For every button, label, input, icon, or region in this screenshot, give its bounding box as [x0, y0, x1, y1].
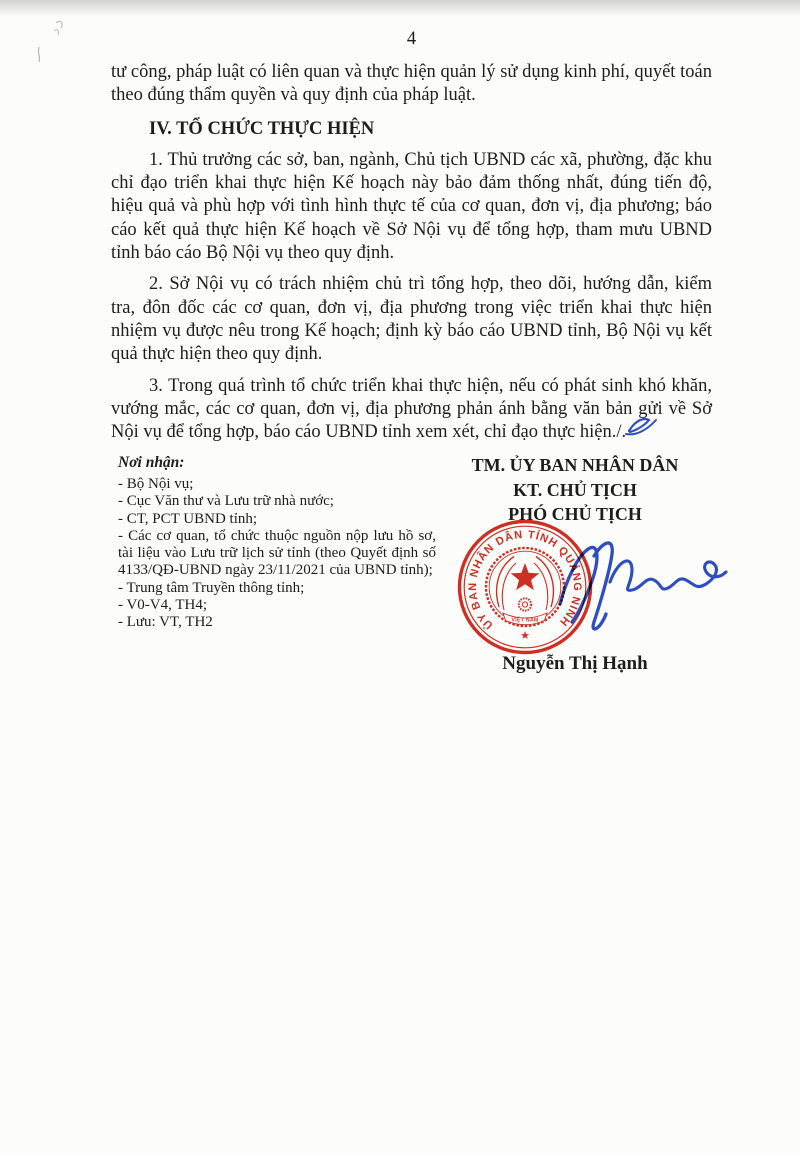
body-paragraph-2: 2. Sở Nội vụ có trách nhiệm chủ trì tổng hợp, theo dõi, hướng dẫn, kiểm tra, đôn đốc các cơ quan, đơn vị, địa phương trong việc triển khai thực hiện nhiệm vụ được nêu trong Kế hoạch; định kỳ báo cáo UBND tỉnh, Bộ Nội vụ kết quả thực hiện theo quy định. — [111, 274, 712, 365]
signature-org-line: TM. ỦY BAN NHÂN DÂN — [471, 455, 679, 475]
recipient-item: - Bộ Nội vụ; — [118, 476, 194, 492]
recipient-item: - Trung tâm Truyền thông tỉnh; — [118, 579, 305, 596]
signature-title-line: PHÓ CHỦ TỊCH — [508, 504, 642, 524]
handwritten-signature — [548, 526, 733, 634]
scan-edge-shadow — [0, 0, 800, 16]
handwritten-initial-mark — [623, 413, 659, 439]
seal-rice-stalk-left — [497, 557, 514, 608]
body-paragraph-3: 3. Trong quá trình tổ chức triển khai thực hiện, nếu có phát sinh khó khăn, vướng mắc, các cơ quan, đơn vị, địa phương phản ánh bằng văn bản gửi về Sở Nội vụ để tổng hợp, báo cáo UBND tỉnh xem xét, chỉ đạo thực hiện./. — [111, 375, 712, 443]
intro-paragraph: tư công, pháp luật có liên quan và thực hiện quản lý sử dụng kinh phí, quyết toán theo đúng thẩm quyền và quy định của pháp luật. — [111, 62, 712, 106]
body-paragraph-1: 1. Thủ trưởng các sở, ban, ngành, Chủ tịch UBND các xã, phường, đặc khu chỉ đạo triển khai thực hiện Kế hoạch này bảo đảm thống nhất, đúng tiến độ, hiệu quả và phù hợp với tình hình thực tế của cơ quan, đơn vị, địa phương; báo cáo kết quả thực hiện Kế hoạch về Sở Nội vụ để tổng hợp, tham mưu UBND tỉnh báo cáo Bộ Nội vụ theo quy định. — [111, 149, 712, 264]
signer-name: Nguyễn Thị Hạnh — [502, 653, 648, 674]
section-heading: IV. TỔ CHỨC THỰC HIỆN — [149, 118, 375, 139]
seal-cog-icon — [519, 598, 531, 610]
seal-star-separator: ★ — [520, 630, 530, 642]
recipient-item: - CT, PCT UBND tỉnh; — [118, 510, 258, 527]
recipient-item: - Lưu: VT, TH2 — [118, 614, 213, 631]
seal-banner-text: VIỆT NAM — [511, 617, 539, 624]
signature-kt-line: KT. CHỦ TỊCH — [513, 479, 637, 500]
seal-ring-text: ỦY BAN NHÂN DÂN TỈNH QUẢNG NINH — [466, 528, 584, 632]
recipient-item: - Cục Văn thư và Lưu trữ nhà nước; — [118, 493, 334, 510]
pencil-marks — [30, 15, 75, 70]
recipient-item: - Các cơ quan, tổ chức thuộc nguồn nộp lưu hồ sơ, tài liệu vào Lưu trữ lịch sử tỉnh (theo Quyết định số 4133/QĐ-UBND ngày 23/11/2021 của UBND tỉnh); — [118, 527, 436, 579]
seal-star-icon — [511, 563, 540, 590]
recipients-block — [118, 454, 436, 632]
page-number: 4 — [406, 29, 417, 49]
recipient-item: - V0-V4, TH4; — [118, 597, 208, 614]
document-body — [111, 61, 712, 444]
recipients-label: Nơi nhận: — [118, 454, 185, 471]
recipients-list — [118, 476, 436, 632]
